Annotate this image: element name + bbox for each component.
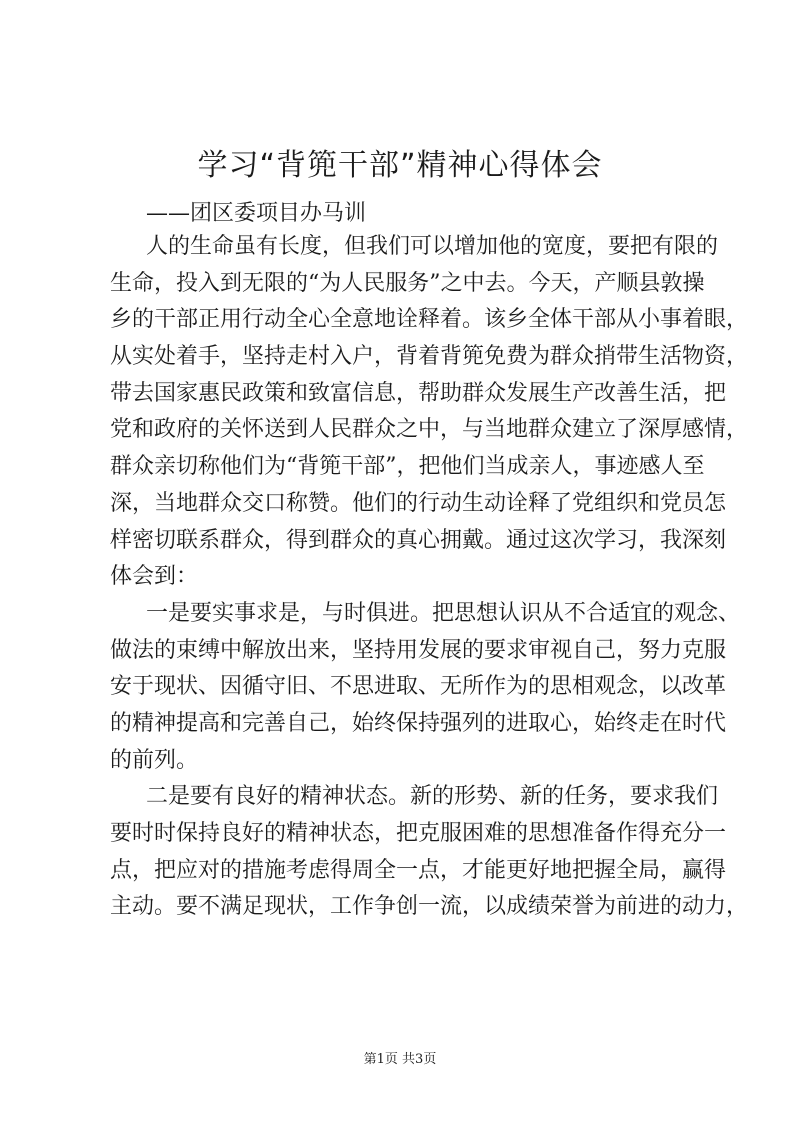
text-line: 人的生命虽有长度，但我们可以增加他的宽度，要把有限的 <box>146 234 719 259</box>
text-line: 群众亲切称他们为“背篼干部”，把他们当成亲人，事迹感人至 <box>110 454 705 480</box>
text-line: 乡的干部正用行动全心全意地诠释着。该乡全体干部从小事着眼， <box>110 307 749 333</box>
text-line: 样密切联系群众，得到群众的真心拥戴。通过这次学习，我深刻 <box>110 527 727 553</box>
text-line: 带去国家惠民政策和致富信息，帮助群众发展生产改善生活，把 <box>110 380 727 406</box>
document-subtitle: ——团区委项目办马训 <box>146 201 367 226</box>
document-title: 学习“背篼干部”精神心得体会 <box>197 148 603 183</box>
text-line: 要时时保持良好的精神状态，把克服困难的思想准备作得充分一 <box>110 821 727 846</box>
text-line: 安于现状、因循守旧、不思进取、无所作为的思相观念，以改革 <box>110 674 727 700</box>
text-line: 主动。要不满足现状，工作争创一流，以成绩荣誉为前进的动力， <box>110 894 749 920</box>
text-line: 点，把应对的措施考虑得周全一点，才能更好地把握全局，赢得 <box>110 857 727 883</box>
text-line: 的精神提高和完善自己，始终保持强列的进取心，始终走在时代 <box>110 710 727 736</box>
text-line: 深，当地群众交口称赞。他们的行动生动诠释了党组织和党员怎 <box>110 490 727 516</box>
text-line: 党和政府的关怀送到人民群众之中，与当地群众建立了深厚感情， <box>110 417 749 443</box>
text-line: 从实处着手，坚持走村入户，背着背篼免费为群众捎带生活物资， <box>110 344 749 370</box>
text-line: 一是要实事求是，与时俱进。把思想认识从不合适宜的观念、 <box>146 600 741 626</box>
text-line: 二是要有良好的精神状态。新的形势、新的任务，要求我们 <box>146 784 719 810</box>
text-line: 做法的束缚中解放出来，坚持用发展的要求审视自己，努力克服 <box>110 637 727 663</box>
page-footer: 第1页 共3页 <box>363 1052 437 1067</box>
text-line: 体会到： <box>110 564 199 590</box>
document-body <box>110 229 749 926</box>
text-line: 生命，投入到无限的“为人民服务”之中去。今天，产顺县敦操 <box>110 270 705 296</box>
text-line: 的前列。 <box>110 747 199 773</box>
